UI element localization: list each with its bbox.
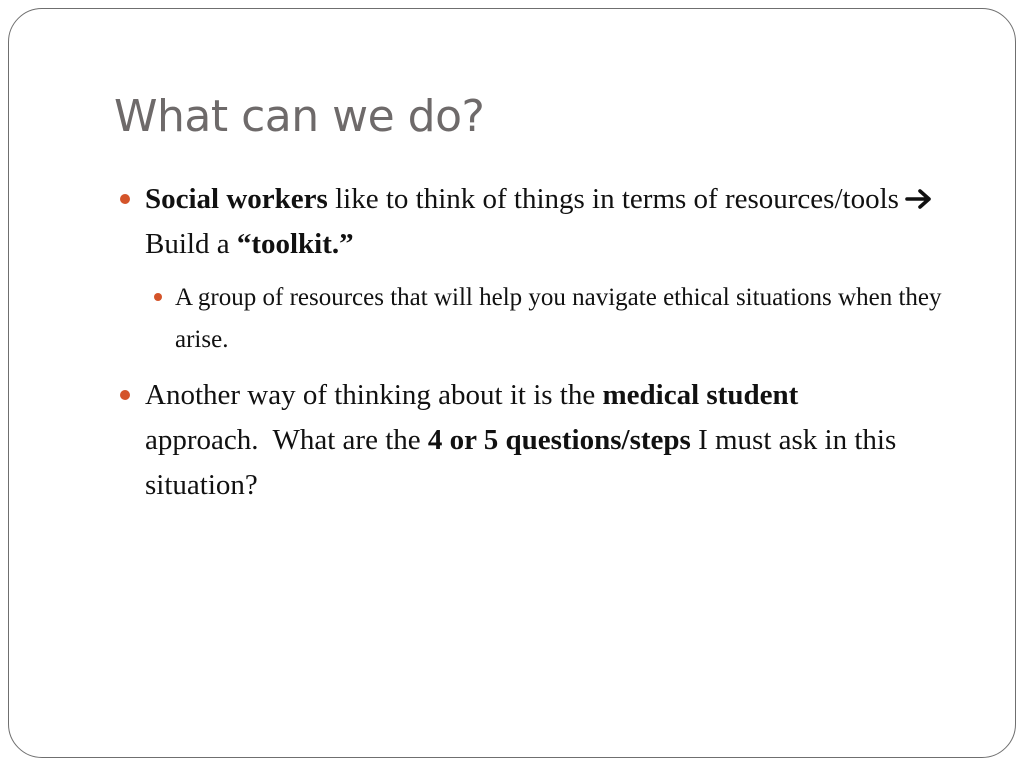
bullet-dot (120, 390, 130, 400)
sub-bullet-dot (154, 293, 162, 301)
bold-questions-steps: 4 or 5 questions/steps (427, 424, 691, 456)
bullet-social-workers (145, 177, 975, 267)
slide (8, 8, 1016, 758)
bullet-medical-student (145, 373, 975, 508)
sub-bullet-group-of-resources (175, 277, 975, 361)
bold-toolkit: “toolkit.” (236, 228, 354, 260)
bold-medical-student: medical student (602, 379, 799, 411)
slide-title: What can we do? (114, 91, 485, 142)
bullet1-text-b: Build a (145, 228, 230, 260)
bold-social-workers: Social workers (145, 183, 328, 215)
bullet1-text-a: like to think of things in terms of resources/tools (335, 183, 899, 215)
bullet-list (145, 177, 975, 518)
bullet2-text-a: Another way of thinking about it is the (145, 379, 596, 411)
bullet-dot (120, 194, 130, 204)
sub-bullet-text: A group of resources that will help you navigate ethical situations when they arise. (175, 284, 942, 353)
bullet2-text-c: I must ask in this situation? (145, 424, 897, 501)
right-arrow-icon (905, 179, 935, 201)
bullet2-text-b: approach. What are the (145, 424, 421, 456)
